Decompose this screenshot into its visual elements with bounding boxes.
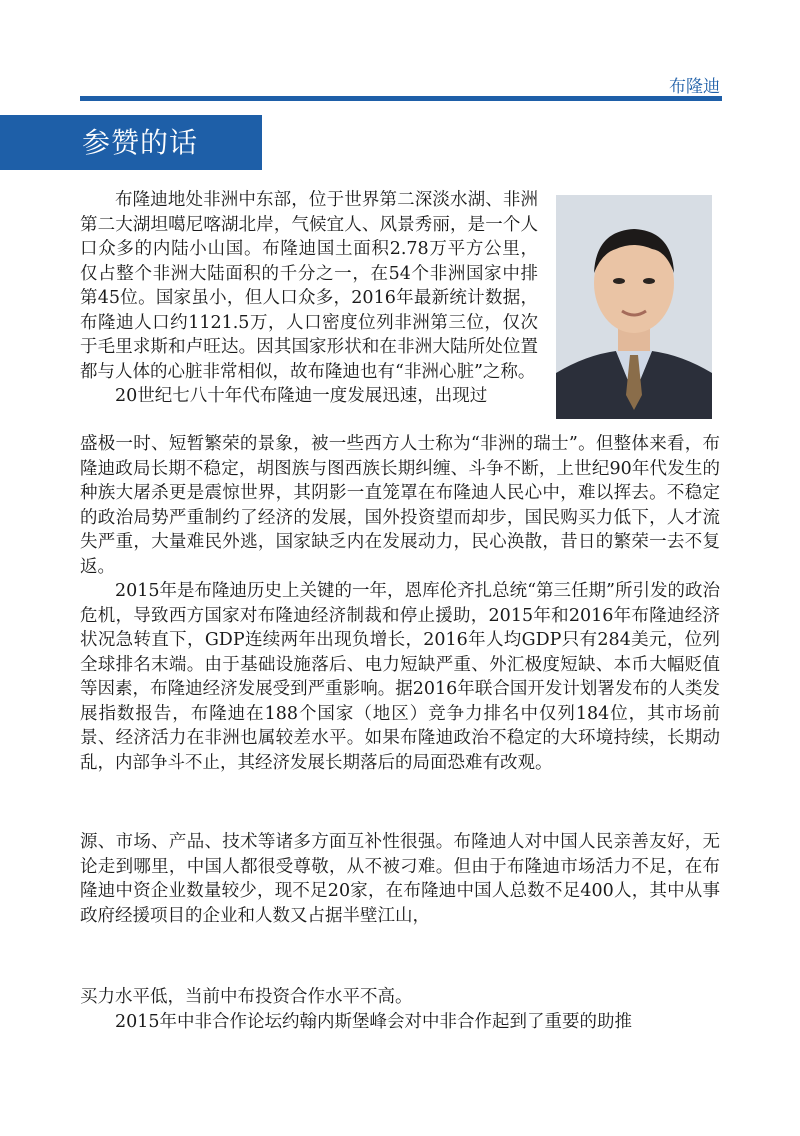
paragraph-6: 2015年中非合作论坛约翰内斯堡峰会对中非合作起到了重要的助推 <box>115 1011 633 1032</box>
section-title-banner: 参赞的话 <box>0 115 262 170</box>
portrait-photo-icon <box>556 195 712 419</box>
header-rule <box>80 96 722 101</box>
paragraph-3: 2015年是布隆迪历史上关键的一年，恩库伦齐扎总统“第三任期”所引发的政治危机，导致西方国家对布隆迪经济制裁和停止援助，2015年和2016年布隆迪经济状况急转直下，GDP连续两年出现负增长，2016年人均GDP只有284美元，位列全球排名末端。由于基础设施落后、电力短缺严重、外汇极度短缺、本币大幅贬值等因素，布隆迪经济发展受到严重影响。据2016年联合国开发计划署发布的人类发展指数报告，布隆迪在188个国家（地区）竞争力排名中仅列184位，其市场前景、经济活力在非洲也属较差水平。如果布隆迪政治不稳定的大环境持续，长期动乱，内部争斗不止，其经济发展长期落后的局面恐难有改观。 <box>80 581 720 773</box>
paragraph-fragment-2 <box>80 985 720 1034</box>
paragraph-4: 源、市场、产品、技术等诸多方面互补性很强。布隆迪人对中国人民亲善友好，无论走到哪里，中国人都很受尊敬，从不被刁难。但由于布隆迪市场活力不足，在布隆迪中资企业数量较少，现不足20家，在布隆迪中国人总数不足400人，其中从事政府经援项目的企业和人数又占据半壁江山， <box>80 832 720 926</box>
paragraph-main <box>80 432 720 775</box>
header-country: 布隆迪 <box>669 77 720 96</box>
portrait-photo <box>556 195 712 419</box>
paragraph-1: 布隆迪地处非洲中东部，位于世界第二深淡水湖、非洲第二大湖坦噶尼喀湖北岸，气候宜人、风景秀丽，是一个人口众多的内陆小山国。布隆迪国土面积2.78万平方公里，仅占整个非洲大陆面积的千分之一，在54个非洲国家中排第45位。国家虽小，但人口众多，2016年最新统计数据，布隆迪人口约1121.5万，人口密度位列非洲第三位，仅次于毛里求斯和卢旺达。因其国家形状和在非洲大陆所处位置都与人体的心脏非常相似，故布隆迪也有“非洲心脏”之称。 <box>80 190 538 382</box>
paragraph-2-start: 20世纪七八十年代布隆迪一度发展迅速，出现过 <box>115 386 488 406</box>
paragraph-fragment-1 <box>80 830 720 928</box>
paragraph-2-cont: 盛极一时、短暂繁荣的景象，被一些西方人士称为“非洲的瑞士”。但整体来看，布隆迪政局长期不稳定，胡图族与图西族长期纠缠、斗争不断，上世纪90年代发生的种族大屠杀更是震惊世界，其阴影一直笼罩在布隆迪人民心中，难以挥去。不稳定的政治局势严重制约了经济的发展，国外投资望而却步，国民购买力低下，人才流失严重，大量难民外逃，国家缺乏内在发展动力，民心涣散，昔日的繁荣一去不复返。 <box>80 434 720 577</box>
paragraph-intro <box>80 188 538 409</box>
paragraph-5: 买力水平低，当前中布投资合作水平不高。 <box>80 987 413 1007</box>
